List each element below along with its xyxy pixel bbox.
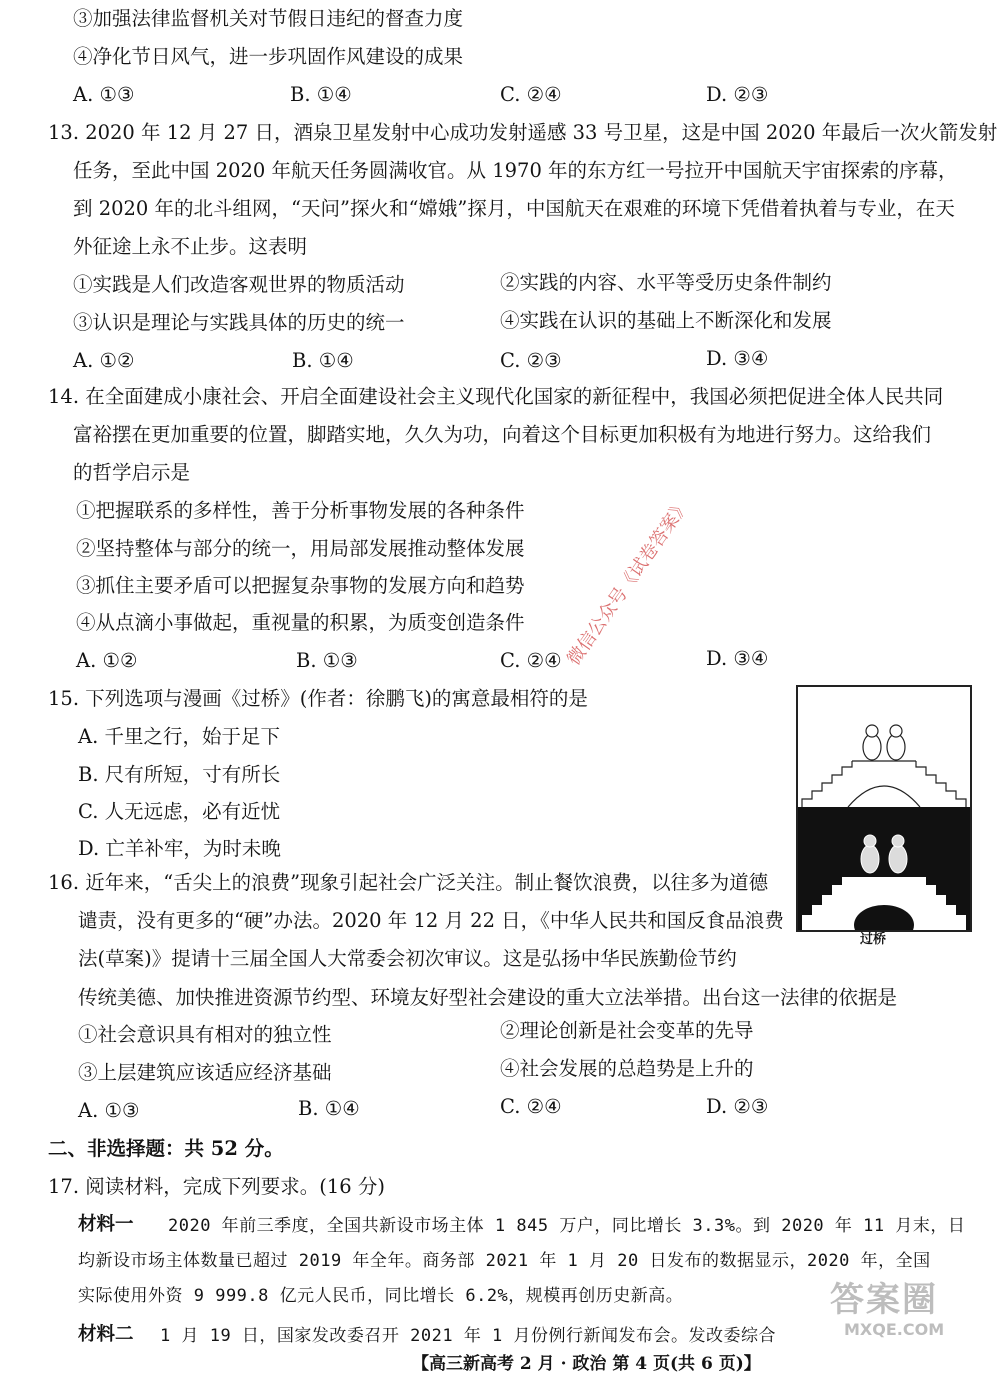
q13-stem-line: 13. 2020 年 12 月 27 日，酒泉卫星发射中心成功发射遥感 33 号卫星，这是中国 2020 年最后一次火箭发射: [48, 121, 998, 144]
q12-option-c[interactable]: C. ②④: [500, 83, 562, 106]
q13-option-d[interactable]: D. ③④: [706, 347, 769, 370]
q16-item-4: ④社会发展的总趋势是上升的: [500, 1057, 754, 1080]
material-1-line: 实际使用外资 9 999.8 亿元人民币，同比增长 6.2%，规模再创历史新高。: [78, 1286, 684, 1306]
q14-stem-line: 14. 在全面建成小康社会、开启全面建设社会主义现代化国家的新征程中，我国必须把促进全体人民共同: [48, 385, 944, 408]
section-heading: 二、非选择题：共 52 分。: [48, 1137, 284, 1160]
q14-option-c[interactable]: C. ②④: [500, 649, 562, 672]
q16-item-1: ①社会意识具有相对的独立性: [78, 1023, 332, 1046]
q13-item-1: ①实践是人们改造客观世界的物质活动: [73, 273, 405, 296]
q16-stem-line: 16. 近年来，“舌尖上的浪费”现象引起社会广泛关注。制止餐饮浪费，以往多为道德: [48, 871, 769, 894]
page-footer: 【高三新高考 2 月 · 政治 第 4 页(共 6 页)】: [412, 1354, 761, 1374]
material-2-label: 材料二: [78, 1324, 134, 1345]
q13-item-4: ④实践在认识的基础上不断深化和发展: [500, 309, 832, 332]
q13-stem-line: 到 2020 年的北斗组网，“天问”探火和“嫦娥”探月，中国航天在艰难的环境下凭借着执着与专业，在天: [73, 197, 955, 220]
q12-option-a[interactable]: A. ①③: [73, 83, 135, 106]
q16-option-b[interactable]: B. ①④: [298, 1097, 360, 1120]
material-1-line: 2020 年前三季度，全国共新设市场主体 1 845 万户，同比增长 3.3%。到 2020 年 11 月末，日: [168, 1216, 966, 1236]
q15-option-b[interactable]: B. 尺有所短，寸有所长: [78, 763, 281, 786]
q16-stem-line: 谴责，没有更多的“硬”办法。2020 年 12 月 22 日，《中华人民共和国反食品浪费: [78, 909, 784, 932]
q13-option-a[interactable]: A. ①②: [73, 349, 135, 372]
q13-option-b[interactable]: B. ①④: [292, 349, 354, 372]
material-1-label: 材料一: [78, 1214, 134, 1235]
q14-option-b[interactable]: B. ①③: [296, 649, 358, 672]
q16-item-3: ③上层建筑应该适应经济基础: [78, 1061, 332, 1084]
q16-stem-line: 传统美德、加快推进资源节约型、环境友好型社会建设的重大立法举措。出台这一法律的依据是: [78, 986, 898, 1009]
watermark-stamp: 微信公众号《试卷答案》: [563, 495, 695, 670]
q15-option-d[interactable]: D. 亡羊补牢，为时未晚: [78, 837, 281, 860]
q15-stem: 15. 下列选项与漫画《过桥》(作者：徐鹏飞)的寓意最相符的是: [48, 687, 588, 710]
answer-circle-logo: [830, 1280, 990, 1368]
cartoon-caption: 过桥: [860, 932, 887, 947]
q14-option-a[interactable]: A. ①②: [76, 649, 138, 672]
q16-option-c[interactable]: C. ②④: [500, 1095, 562, 1118]
q14-item: ①把握联系的多样性，善于分析事物发展的各种条件: [76, 499, 525, 522]
q13-stem-line: 任务，至此中国 2020 年航天任务圆满收官。从 1970 年的东方红一号拉开中国航天宇宙探索的序幕，: [73, 159, 958, 182]
q14-item: ②坚持整体与部分的统一，用局部发展推动整体发展: [76, 537, 525, 560]
material-2-line: 1 月 19 日，国家发改委召开 2021 年 1 月份例行新闻发布会。发改委综合: [160, 1326, 777, 1346]
cartoon-illustration: [796, 685, 972, 932]
logo-url: MXQE.COM: [844, 1320, 945, 1339]
q14-stem-line: 的哲学启示是: [73, 461, 191, 484]
q15-option-a[interactable]: A. 千里之行，始于足下: [78, 725, 280, 748]
q12-option-d[interactable]: D. ②③: [706, 83, 769, 106]
bridge-cartoon-drawing: [798, 687, 970, 930]
q17-stem: 17. 阅读材料，完成下列要求。(16 分): [48, 1175, 385, 1198]
material-1-line: 均新设市场主体数量已超过 2019 年全年。商务部 2021 年 1 月 20 日发布的数据显示，2020 年，全国: [78, 1251, 931, 1271]
q14-item: ③抓住主要矛盾可以把握复杂事物的发展方向和趋势: [76, 574, 525, 597]
q13-item-2: ②实践的内容、水平等受历史条件制约: [500, 271, 832, 294]
q16-option-a[interactable]: A. ①③: [78, 1099, 140, 1122]
q14-stem-line: 富裕摆在更加重要的位置，脚踏实地，久久为功，向着这个目标更加积极有为地进行努力。这给我们: [73, 423, 932, 446]
q16-item-2: ②理论创新是社会变革的先导: [500, 1019, 754, 1042]
q14-option-d[interactable]: D. ③④: [706, 647, 769, 670]
q16-option-d[interactable]: D. ②③: [706, 1095, 769, 1118]
q16-stem-line: 法(草案)》提请十三届全国人大常委会初次审议。这是弘扬中华民族勤俭节约: [78, 947, 737, 970]
q12-item-3: ③加强法律监督机关对节假日违纪的督查力度: [73, 7, 464, 30]
q14-item: ④从点滴小事做起，重视量的积累，为质变创造条件: [76, 611, 525, 634]
q15-option-c[interactable]: C. 人无远虑，必有近忧: [78, 800, 281, 823]
q13-option-c[interactable]: C. ②③: [500, 349, 562, 372]
logo-title: 答案圈: [830, 1280, 938, 1320]
q13-item-3: ③认识是理论与实践具体的历史的统一: [73, 311, 405, 334]
q12-item-4: ④净化节日风气，进一步巩固作风建设的成果: [73, 45, 464, 68]
q12-option-b[interactable]: B. ①④: [290, 83, 352, 106]
q13-stem-line: 外征途上永不止步。这表明: [73, 235, 308, 258]
